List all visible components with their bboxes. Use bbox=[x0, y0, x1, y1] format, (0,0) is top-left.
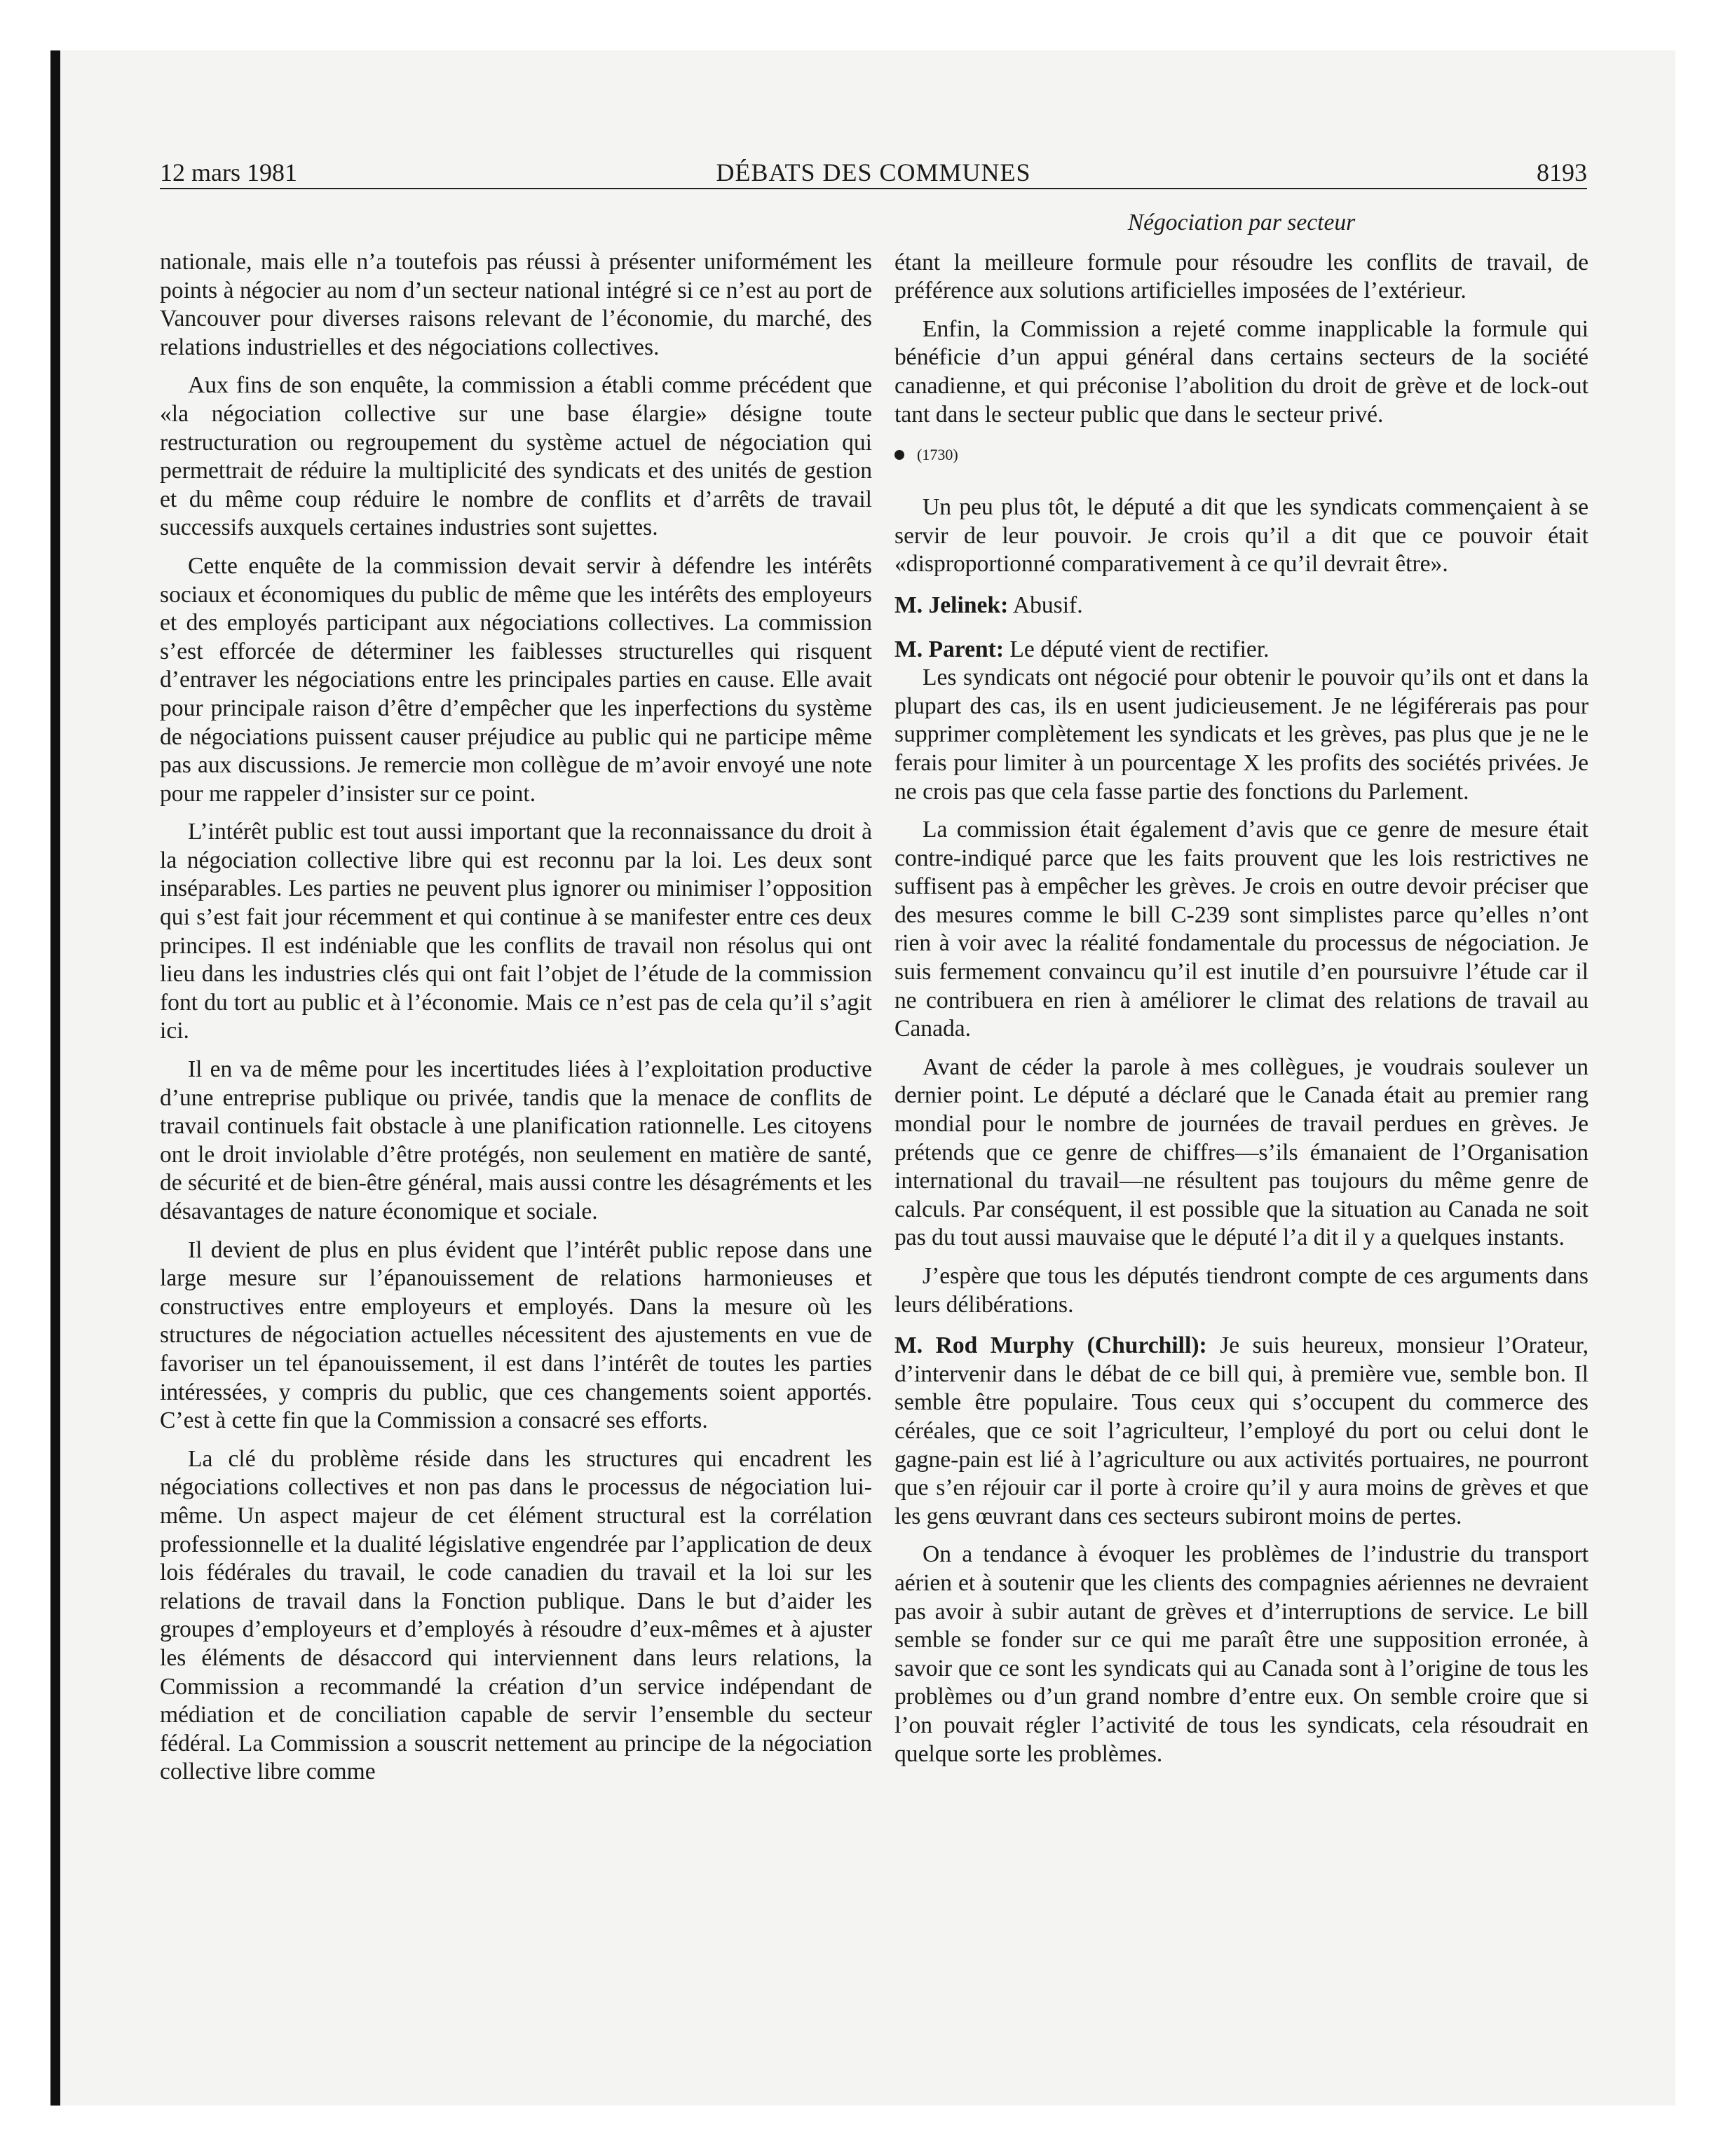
left-column bbox=[160, 248, 872, 1796]
paragraph: J’espère que tous les députés tiendront compte de ces arguments dans leurs délibérations. bbox=[894, 1263, 1588, 1318]
paragraph: Avant de céder la parole à mes collègues, je voudrais soulever un dernier point. Le député a déclaré que le Canada était au premier rang mondial pour le nombre de journées de travail perdues en grèves. Je prétends que ce genre de chiffres—s’ils émanaient de l’Organisation international du travail—ne résultent pas toujours du même genre de calculs. Par conséquent, il est possible que la situation au Canada ne soit pas du tout aussi mauvaise que le député l’a dit il y a quelques instants. bbox=[894, 1053, 1588, 1251]
paragraph: La commission était également d’avis que ce genre de mesure était contre-indiqué parce que les faits prouvent que les lois restrictives ne suffisent pas à empêcher les grèves. Je crois en outre devoir préciser que des mesures comme le bill C-239 sont simplistes parce qu’elles n’ont rien à voir avec la réalité fondamentale du processus de négociation. Je suis fermement convaincu qu’il est inutile d’en poursuivre l’étude car il ne contribuera en rien à améliorer le climat des relations de travail au Canada. bbox=[894, 817, 1588, 1042]
paragraph: Aux fins de son enquête, la commission a établi comme précédent que «la négociation collective sur une base élargie» désigne toute restructuration ou regroupement du système actuel de négociation qui permettrait de réduire la multiplicité des syndicats et des unités de gestion et du même coup réduire le nombre de conflits et d’arrêts de travail successifs auxquels certaines industries sont sujettes. bbox=[160, 372, 872, 541]
time-marker bbox=[894, 444, 1588, 465]
bullet-icon bbox=[894, 450, 904, 460]
paragraph: Il devient de plus en plus évident que l’intérêt public repose dans une large mesure sur l’épanouissement de relations harmonieuses et constructives entre employeurs et employés. Dans la mesure où les structures de négociation actuelles nécessitent des ajustements en vue de favoriser un tel épanouissement, il est dans l’intérêt de toutes les parties intéressées, y compris du public, que ces changements soient apportés. C’est à cette fin que la Commission a consacré ses efforts. bbox=[160, 1236, 872, 1434]
speaker-name: M. Rod Murphy (Churchill): bbox=[894, 1332, 1207, 1359]
page-header bbox=[160, 156, 1587, 189]
speaker-name: M. Jelinek: bbox=[894, 592, 1009, 618]
speaker-name: M. Parent: bbox=[894, 636, 1005, 662]
right-column bbox=[894, 209, 1588, 1778]
header-title: DÉBATS DES COMMUNES bbox=[716, 158, 1031, 186]
paragraph: L’intérêt public est tout aussi important que la reconnaissance du droit à la négociation collective libre qui est reconnu par la loi. Les deux sont inséparables. Les parties ne peuvent plus ignorer ou minimiser l’opposition qui s’est fait jour récemment et qui continue à se manifester entre ces deux principes. Il est indéniable que les conflits de travail non résolus qui ont lieu dans les industries clés qui ont fait l’objet de l’étude de la commission font du tort au public et à l’économie. Mais ce n’est pas de cela qu’il s’agit ici. bbox=[160, 819, 872, 1044]
paragraph: nationale, mais elle n’a toutefois pas réussi à présenter uniformément les points à négocier au nom d’un secteur national intégré si ce n’est au port de Vancouver pour diverses raisons relevant de l’économie, du marché, des relations industrielles et des négociations collectives. bbox=[160, 249, 872, 360]
speaker-jelinek bbox=[894, 592, 1588, 620]
paragraph: Les syndicats ont négocié pour obtenir le pouvoir qu’ils ont et dans la plupart des cas, ils en usent judicieusement. Je ne légiférerais pas pour supprimer complètement les syndicats et les grèves, pas plus que je ne le ferais pour limiter à un pourcentage X les profits des sociétés privées. Je ne crois pas que cela fasse partie des fonctions du Parlement. bbox=[894, 664, 1588, 805]
paragraph: On a tendance à évoquer les problèmes de l’industrie du transport aérien et à soutenir que les clients des compagnies aériennes ne devraient pas avoir à subir autant de grèves et d’interruptions de service. Le bill semble se fonder sur ce qui me paraît être une supposition erronée, à savoir que ce sont les syndicats qui au Canada sont à l’origine de tous les problèmes ou d’un grand nombre d’entre eux. On semble croire que si l’on pouvait régler l’activité de tous les syndicats, cela résoudrait en quelque sorte les problèmes. bbox=[894, 1541, 1588, 1767]
header-page-number: 8193 bbox=[1537, 158, 1587, 186]
speaker-text: Je suis heureux, monsieur l’Orateur, d’intervenir dans le débat de ce bill qui, à première vue, semble bon. Il semble être populaire. Tous ceux qui s’occupent du commerce des céréales, que ce soit l’agriculteur, l’employé du port ou celui dont le gagne-pain est lié à l’agriculture ou aux activités portuaires, ne pourront que s’en réjouir car il porte à croire qu’il y aura moins de grèves et que les gens œuvrant dans ces secteurs subiront moins de pertes. bbox=[894, 1332, 1588, 1529]
binding-edge bbox=[50, 50, 60, 2106]
paragraph: étant la meilleure formule pour résoudre les conflits de travail, de préférence aux solutions artificielles imposées de l’extérieur. bbox=[894, 249, 1588, 304]
header-rule bbox=[160, 188, 1587, 189]
header-date: 12 mars 1981 bbox=[160, 158, 297, 186]
paragraph: Un peu plus tôt, le député a dit que les syndicats commençaient à se servir de leur pouvoir. Je crois qu’il a dit que ce pouvoir était «disproportionné comparativement à ce qu’il devrait être». bbox=[894, 494, 1588, 578]
time-marker-label: (1730) bbox=[917, 446, 958, 464]
speaker-text: Abusif. bbox=[1008, 592, 1083, 618]
speaker-parent bbox=[894, 636, 1588, 664]
running-title: Négociation par secteur bbox=[1127, 210, 1356, 236]
paragraph: Enfin, la Commission a rejeté comme inapplicable la formule qui bénéficie d’un appui général dans certains secteurs de la société canadienne, et qui préconise l’abolition du droit de grève et de lock-out tant dans le secteur public que dans le secteur privé. bbox=[894, 315, 1588, 428]
paragraph: La clé du problème réside dans les structures qui encadrent les négociations collectives et non pas dans le processus de négociation lui-même. Un aspect majeur de cet élément structural est la corrélation professionnelle et la dualité législative engendrée par l’application de deux lois fédérales du travail, le code canadien du travail et la loi sur les relations de travail dans la Fonction publique. Dans le but d’aider les groupes d’employeurs et d’employés à résoudre d’eux-mêmes et à ajuster les éléments de désaccord qui interviennent dans leurs relations, la Commission a recommandé la création d’un service indépendant de médiation et de conciliation capable de servir l’ensemble du secteur fédéral. La Commission a souscrit nettement au principe de la négociation collective libre comme bbox=[160, 1445, 872, 1785]
speaker-text: Le député vient de rectifier. bbox=[1004, 636, 1270, 662]
paragraph: Cette enquête de la commission devait servir à défendre les intérêts sociaux et économiques du public de même que les intérêts des employeurs et des employés participant aux négociations collectives. La commission s’est efforcée de déterminer les faiblesses structurelles qui risquent d’entraver les négociations entre les principales parties en cause. Elle avait pour principale raison d’être d’empêcher que les inperfections du système de négociations puissent causer préjudice au public qui ne participe même pas aux discussions. Je remercie mon collègue de m’avoir envoyé une note pour me rappeler d’insister sur ce point. bbox=[160, 552, 872, 807]
speaker-murphy bbox=[894, 1332, 1588, 1531]
paragraph: Il en va de même pour les incertitudes liées à l’exploitation productive d’une entreprise publique ou privée, tandis que la menace de conflits de travail continuels fait obstacle à une planification rationnelle. Les citoyens ont le droit inviolable d’être protégés, non seulement en matière de santé, de sécurité et de bien-être général, mais aussi contre les désagréments et les désavantages de nature économique et sociale. bbox=[160, 1056, 872, 1224]
